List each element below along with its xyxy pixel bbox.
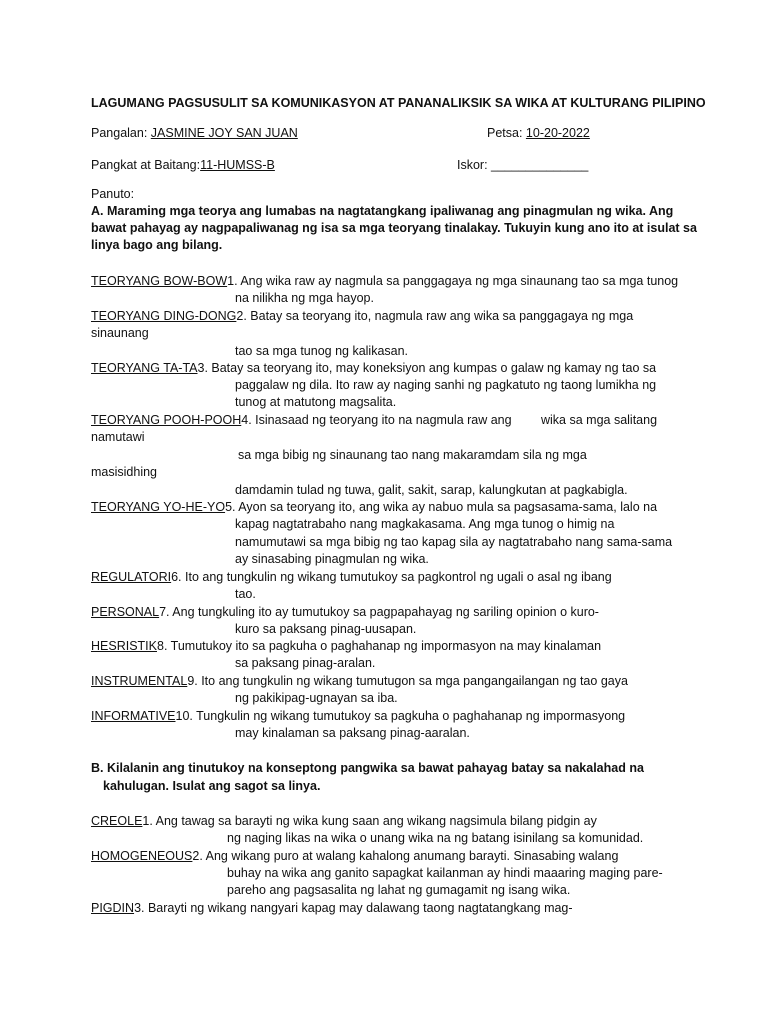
part-a-item-10: INFORMATIVE10. Tungkulin ng wikang tumutukoy sa pagkuha o paghahanap ng impormasyong	[91, 709, 626, 723]
part-a-item-6: REGULATORI6. Ito ang tungkulin ng wikang tumutukoy sa pagkontrol ng ugali o asal ng ibang	[91, 570, 612, 584]
item-continuation: tao sa mga tunog ng kalikasan.	[235, 344, 409, 358]
part-a-item-8: HESRISTIK8. Tumutukoy ito sa pagkuha o paghahanap ng impormasyon na may kinalaman	[91, 639, 602, 653]
part-b-item-2: HOMOGENEOUS2. Ang wikang puro at walang kahalong anumang barayti. Sinasabing walang	[91, 849, 619, 863]
part-a-instruction-line: linya bago ang bilang.	[91, 238, 223, 252]
part-a-instruction-line: A. Maraming mga teorya ang lumabas na nagtatangkang ipaliwanag ang pinagmulan ng wika. Ang	[91, 204, 674, 218]
part-a-item-1: TEORYANG BOW-BOW1. Ang wika raw ay nagmula sa panggagaya ng mga sinaunang tao sa mga tunog	[91, 274, 679, 288]
item-continuation: buhay na wika ang ganito sapagkat kailanman ay hindi maaaring maging pare-	[227, 866, 663, 880]
item-continuation: kuro sa paksang pinag-uusapan.	[235, 622, 417, 636]
item-continuation: ng naging likas na wika o unang wika na ng batang isinilang sa komunidad.	[227, 831, 644, 845]
item-continuation: may kinalaman sa paksang pinag-aaralan.	[235, 726, 470, 740]
section-row	[91, 157, 275, 174]
part-a-item-2: TEORYANG DING-DONG2. Batay sa teoryang ito, nagmula raw ang wika sa panggagaya ng mga	[91, 309, 634, 323]
part-b-instruction-line: B. Kilalanin ang tinutukoy na konseptong pangwika sa bawat pahayag batay sa nakalahad na	[91, 761, 644, 775]
item-continuation: tunog at matutong magsalita.	[235, 395, 397, 409]
name-label: Pangalan:	[91, 126, 151, 140]
section-label: Pangkat at Baitang:	[91, 158, 201, 172]
answer: HESRISTIK	[91, 639, 157, 653]
answer: PIGDIN	[91, 901, 135, 915]
answer: HOMOGENEOUS	[91, 849, 193, 863]
answer: INFORMATIVE	[91, 709, 176, 723]
item-continuation: ay sinasabing pinagmulan ng wika.	[235, 552, 429, 566]
item-continuation: ng pakikipag-ugnayan sa iba.	[235, 691, 398, 705]
item-continuation: namutawi	[91, 430, 145, 444]
part-a-item-7: PERSONAL7. Ang tungkuling ito ay tumutukoy sa pagpapahayag ng sariling opinion o kuro-	[91, 605, 599, 619]
item-continuation: pareho ang pagsasalita ng lahat ng gumagamit ng isang wika.	[227, 883, 571, 897]
section-value: 11-HUMSS-B	[200, 158, 275, 172]
answer: TEORYANG YO-HE-YO	[91, 500, 226, 514]
item-continuation: tao.	[235, 587, 256, 601]
name-value: JASMINE JOY SAN JUAN	[150, 126, 298, 140]
item-continuation: sa mga bibig ng sinaunang tao nang makaramdam sila ng mga	[238, 448, 587, 462]
item-continuation: damdamin tulad ng tuwa, galit, sakit, sarap, kalungkutan at pagkabigla.	[235, 483, 628, 497]
date-label: Petsa:	[487, 126, 526, 140]
date-row	[487, 125, 590, 142]
part-a-item-9: INSTRUMENTAL9. Ito ang tungkulin ng wikang tumutugon sa mga pangangailangan ng tao gaya	[91, 674, 628, 688]
part-a-item-4: TEORYANG POOH-POOH4. Isinasaad ng teoryang ito na nagmula raw ang	[91, 413, 512, 427]
part-b-instruction-line: kahulugan. Isulat ang sagot sa linya.	[103, 779, 321, 793]
answer: PERSONAL	[91, 605, 160, 619]
answer: REGULATORI	[91, 570, 172, 584]
item-continuation: wika sa mga salitang	[541, 413, 658, 427]
part-a-item-3: TEORYANG TA-TA3. Batay sa teoryang ito, may koneksiyon ang kumpas o galaw ng kamay ng tao sa	[91, 361, 657, 375]
item-continuation: kapag nagtatrabaho nang magkakasama. Ang mga tunog o himig na	[235, 517, 615, 531]
date-value: 10-20-2022	[525, 126, 590, 140]
answer: CREOLE	[91, 814, 143, 828]
item-continuation: sa paksang pinag-aralan.	[235, 656, 376, 670]
answer: TEORYANG TA-TA	[91, 361, 198, 375]
part-b-item-3: PIGDIN3. Barayti ng wikang nangyari kapag may dalawang taong nagtatangkang mag-	[91, 901, 573, 915]
item-continuation: paggalaw ng dila. Ito raw ay naging sanhi ng pagkatuto ng taong lumikha ng	[235, 378, 657, 392]
part-a-instruction-line: bawat pahayag ay nagpapaliwanag ng isa sa mga teoryang tinalakay. Tukuyin kung ano ito at isulat sa	[91, 221, 697, 235]
item-continuation: namumutawi sa mga bibig ng tao kapag sila ay nagtatrabaho nang sama-sama	[235, 535, 673, 549]
item-continuation: sinaunang	[91, 326, 149, 340]
score-field: Iskor: ______________	[457, 158, 589, 172]
part-a-item-5: TEORYANG YO-HE-YO5. Ayon sa teoryang ito, ang wika ay nabuo mula sa pagsasama-sama, lalo na	[91, 500, 658, 514]
part-b-item-1: CREOLE1. Ang tawag sa barayti ng wika kung saan ang wikang nagsimula bilang pidgin ay	[91, 814, 597, 828]
name-row	[91, 125, 298, 142]
answer: INSTRUMENTAL	[91, 674, 188, 688]
answer: TEORYANG BOW-BOW	[91, 274, 228, 288]
document-title: LAGUMANG PAGSUSULIT SA KOMUNIKASYON AT PANANALIKSIK SA WIKA AT KULTURANG PILIPINO	[91, 96, 706, 110]
item-continuation: na nilikha ng mga hayop.	[235, 291, 374, 305]
item-continuation: masisidhing	[91, 465, 158, 479]
answer: TEORYANG POOH-POOH	[91, 413, 242, 427]
directions-label: Panuto:	[91, 187, 135, 201]
answer: TEORYANG DING-DONG	[91, 309, 237, 323]
